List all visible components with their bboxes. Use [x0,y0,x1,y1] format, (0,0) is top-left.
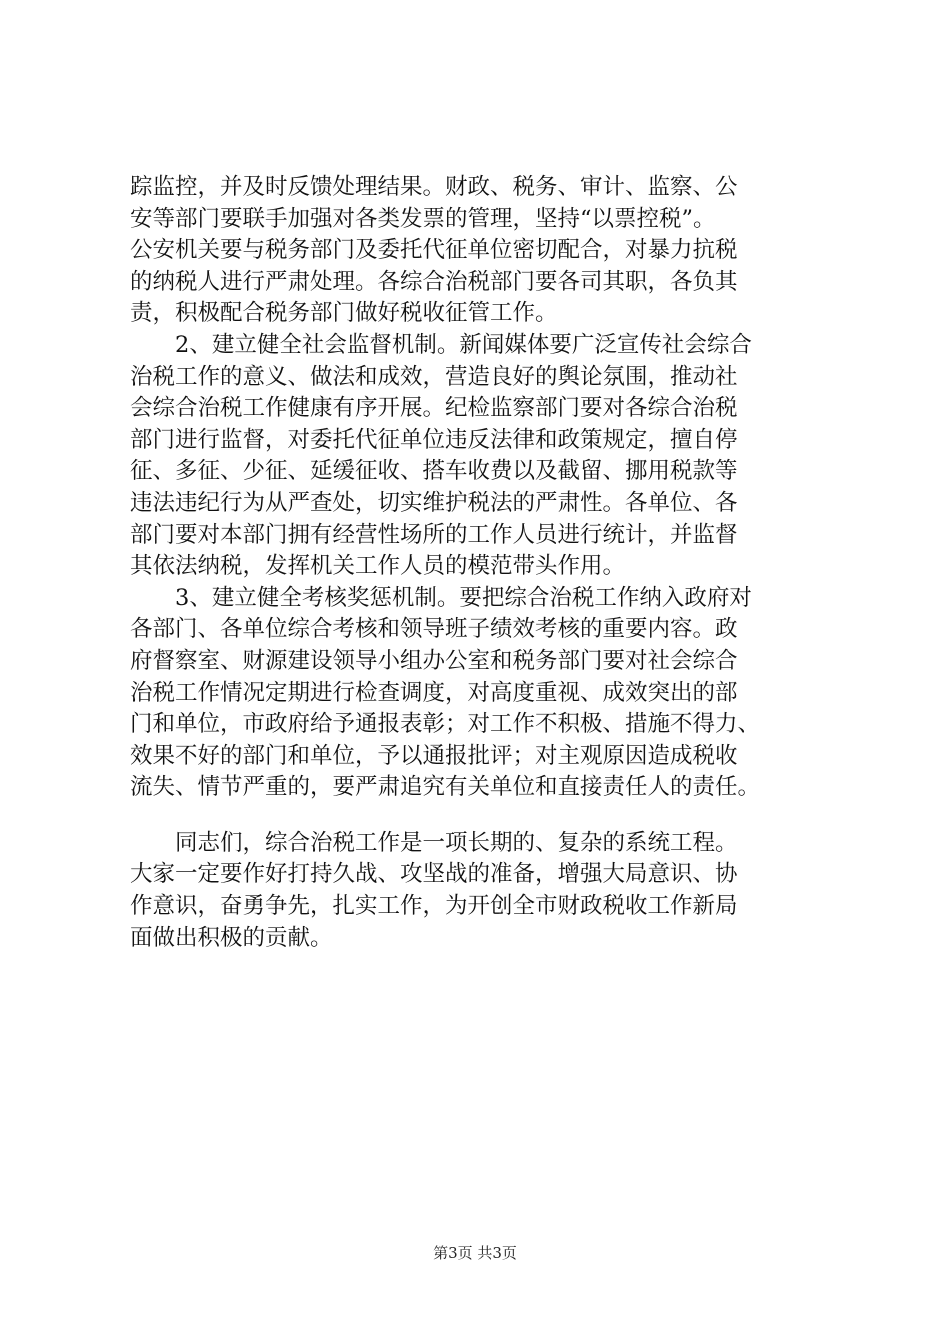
page-number-footer: 第3页 共3页 [433,1244,517,1262]
closing-line: 大家一定要作好打持久战、攻坚战的准备，增强大局意识、协 [130,861,738,888]
closing-line: 面做出积极的贡献。 [130,924,333,951]
text-line: 3、建立健全考核奖惩机制。要把综合治税工作纳入政府对 [130,584,752,611]
text-line: 征、多征、少征、延缓征收、搭车收费以及截留、挪用税款等 [130,458,738,485]
closing-line: 同志们，综合治税工作是一项长期的、复杂的系统工程。 [130,829,738,856]
text-line: 门和单位，市政府给予通报表彰；对工作不积极、措施不得力、 [130,711,761,738]
text-line: 其依法纳税，发挥机关工作人员的模范带头作用。 [130,553,626,580]
text-line: 2、建立健全社会监督机制。新闻媒体要广泛宣传社会综合 [130,331,752,358]
text-line: 公安机关要与税务部门及委托代征单位密切配合，对暴力抗税 [130,237,738,264]
text-line: 踪监控，并及时反馈处理结果。财政、税务、审计、监察、公 [130,174,738,200]
text-line: 部门进行监督，对委托代征单位违反法律和政策规定，擅自停 [130,426,738,453]
text-line: 的纳税人进行严肃处理。各综合治税部门要各司其职，各负其 [130,268,738,295]
text-line: 府督察室、财源建设领导小组办公室和税务部门要对社会综合 [130,647,738,674]
text-line: 部门要对本部门拥有经营性场所的工作人员进行统计，并监督 [130,521,738,548]
text-line: 治税工作情况定期进行检查调度，对高度重视、成效突出的部 [130,679,738,706]
text-line: 会综合治税工作健康有序开展。纪检监察部门要对各综合治税 [130,395,738,422]
paragraph-gap [130,804,840,828]
text-line: 效果不好的部门和单位，予以通报批评；对主观原因造成税收 [130,742,738,769]
document-body [130,172,840,954]
text-line: 安等部门要联手加强对各类发票的管理，坚持“以票控税”。 [130,205,716,232]
closing-line: 作意识，奋勇争先，扎实工作，为开创全市财政税收工作新局 [130,893,738,920]
text-line: 责，积极配合税务部门做好税收征管工作。 [130,300,558,327]
text-line: 治税工作的意义、做法和成效，营造良好的舆论氛围，推动社 [130,363,738,390]
text-line: 违法违纪行为从严查处，切实维护税法的严肃性。各单位、各 [130,489,738,516]
text-line: 各部门、各单位综合考核和领导班子绩效考核的重要内容。政 [130,616,738,643]
text-line: 流失、情节严重的，要严肃追究有关单位和直接责任人的责任。 [130,774,761,801]
